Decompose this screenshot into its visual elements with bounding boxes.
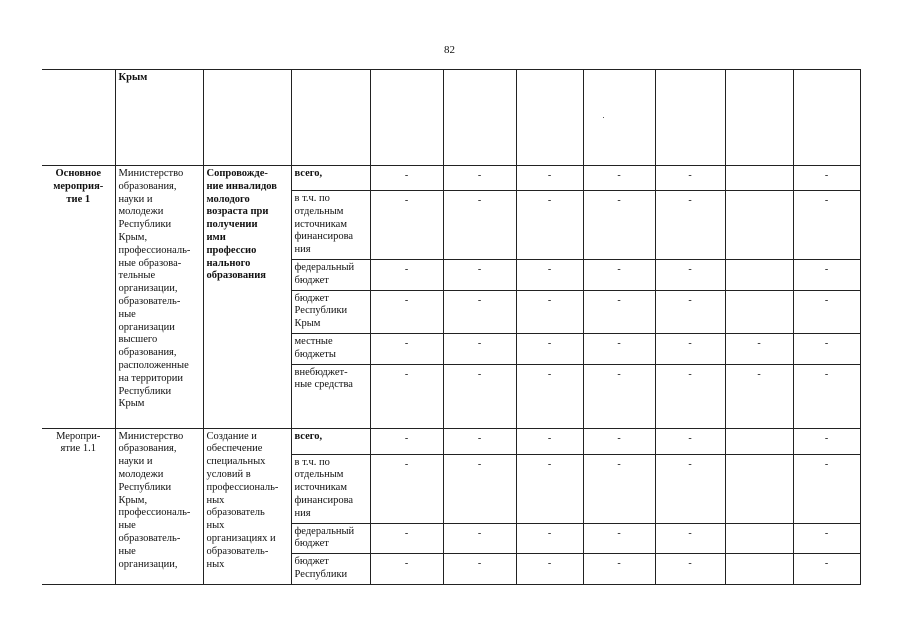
value-cell: -: [443, 554, 516, 585]
value-cell: -: [516, 364, 583, 428]
value-cell: -: [793, 554, 860, 585]
funding-source-cell: в т.ч. по отдельным источникам финансирова ния: [291, 191, 370, 260]
value-cell: [725, 554, 793, 585]
funding-source-cell: местные бюджеты: [291, 333, 370, 364]
value-cell: -: [655, 333, 725, 364]
value-cell: -: [583, 290, 655, 333]
value-cell: [655, 70, 725, 166]
value-cell: -: [443, 191, 516, 260]
value-cell: -: [655, 166, 725, 191]
value-cell: -: [443, 523, 516, 554]
value-cell: [443, 70, 516, 166]
value-cell: -: [655, 364, 725, 428]
value-cell: -: [793, 166, 860, 191]
table-row: [42, 70, 860, 166]
funding-source-cell: бюджет Республики: [291, 554, 370, 585]
value-cell: -: [516, 191, 583, 260]
value-cell: [725, 70, 793, 166]
value-cell: -: [583, 554, 655, 585]
value-cell: -: [516, 523, 583, 554]
value-cell: -: [583, 166, 655, 191]
executor-cell: Крым: [115, 70, 203, 166]
value-cell: -: [793, 333, 860, 364]
value-cell: -: [516, 333, 583, 364]
value-cell: -: [516, 290, 583, 333]
funding-source-cell: в т.ч. по отдельным источникам финансирова ния: [291, 454, 370, 523]
funding-source-cell: всего,: [291, 166, 370, 191]
value-cell: [291, 70, 370, 166]
value-cell: -: [583, 364, 655, 428]
table-row: [42, 428, 860, 454]
value-cell: [725, 290, 793, 333]
value-cell: -: [443, 364, 516, 428]
value-cell: -: [516, 454, 583, 523]
value-cell: -: [443, 333, 516, 364]
value-cell: -: [443, 290, 516, 333]
value-cell: [725, 259, 793, 290]
value-cell: -: [370, 290, 443, 333]
value-cell: -: [725, 364, 793, 428]
value-cell: [725, 166, 793, 191]
value-cell: -: [370, 259, 443, 290]
value-cell: -: [370, 428, 443, 454]
value-cell: -: [370, 554, 443, 585]
value-cell: -: [655, 428, 725, 454]
value-cell: -: [516, 428, 583, 454]
table-row: [42, 166, 860, 191]
value-cell: [725, 454, 793, 523]
value-cell: -: [793, 191, 860, 260]
value-cell: -: [793, 290, 860, 333]
measure-name-cell: Основное мероприя- тие 1: [42, 166, 115, 429]
value-cell: -: [443, 428, 516, 454]
value-cell: -: [793, 259, 860, 290]
value-cell: [583, 70, 655, 166]
value-cell: -: [370, 454, 443, 523]
measure-title-cell: [203, 70, 291, 166]
value-cell: -: [370, 364, 443, 428]
page-number: 82: [444, 44, 455, 56]
value-cell: -: [655, 454, 725, 523]
value-cell: -: [370, 523, 443, 554]
value-cell: [725, 191, 793, 260]
value-cell: -: [370, 166, 443, 191]
value-cell: -: [370, 333, 443, 364]
value-cell: -: [516, 166, 583, 191]
table-body: [42, 70, 860, 585]
value-cell: -: [793, 454, 860, 523]
value-cell: -: [655, 191, 725, 260]
value-cell: -: [583, 259, 655, 290]
executor-cell: Министерство образования, науки и молодежи Республики Крым, профессиональ- ные образова- тельные организации, образователь- ные организации высшего образования, расположенные на территории Республики Крым: [115, 166, 203, 429]
measure-name-cell: [42, 70, 115, 166]
value-cell: -: [583, 523, 655, 554]
value-cell: -: [370, 191, 443, 260]
value-cell: -: [583, 191, 655, 260]
value-cell: -: [655, 259, 725, 290]
value-cell: [725, 428, 793, 454]
funding-source-cell: бюджет Республики Крым: [291, 290, 370, 333]
value-cell: -: [443, 166, 516, 191]
value-cell: -: [583, 428, 655, 454]
value-cell: -: [793, 523, 860, 554]
value-cell: [516, 70, 583, 166]
value-cell: -: [516, 259, 583, 290]
funding-source-cell: федеральный бюджет: [291, 259, 370, 290]
value-cell: -: [443, 454, 516, 523]
value-cell: -: [793, 364, 860, 428]
value-cell: [725, 523, 793, 554]
value-cell: -: [583, 454, 655, 523]
value-cell: -: [443, 259, 516, 290]
value-cell: -: [655, 290, 725, 333]
value-cell: [370, 70, 443, 166]
funding-source-cell: внебюджет- ные средства: [291, 364, 370, 428]
value-cell: [793, 70, 860, 166]
measure-name-cell: Меропри- ятие 1.1: [42, 428, 115, 584]
executor-cell: Министерство образования, науки и молодежи Республики Крым, профессиональ- ные образователь- ные организации,: [115, 428, 203, 584]
value-cell: -: [655, 554, 725, 585]
measure-title-cell: Сопровожде- ние инвалидов молодого возраста при получении ими профессио нального образования: [203, 166, 291, 429]
value-cell: -: [793, 428, 860, 454]
value-cell: -: [725, 333, 793, 364]
measure-title-cell: Создание и обеспечение специальных условий в профессиональ- ных образователь ных организациях и образователь- ных: [203, 428, 291, 584]
funding-table: [42, 69, 861, 585]
funding-source-cell: всего,: [291, 428, 370, 454]
value-cell: -: [655, 523, 725, 554]
value-cell: -: [516, 554, 583, 585]
funding-source-cell: федеральный бюджет: [291, 523, 370, 554]
value-cell: -: [583, 333, 655, 364]
